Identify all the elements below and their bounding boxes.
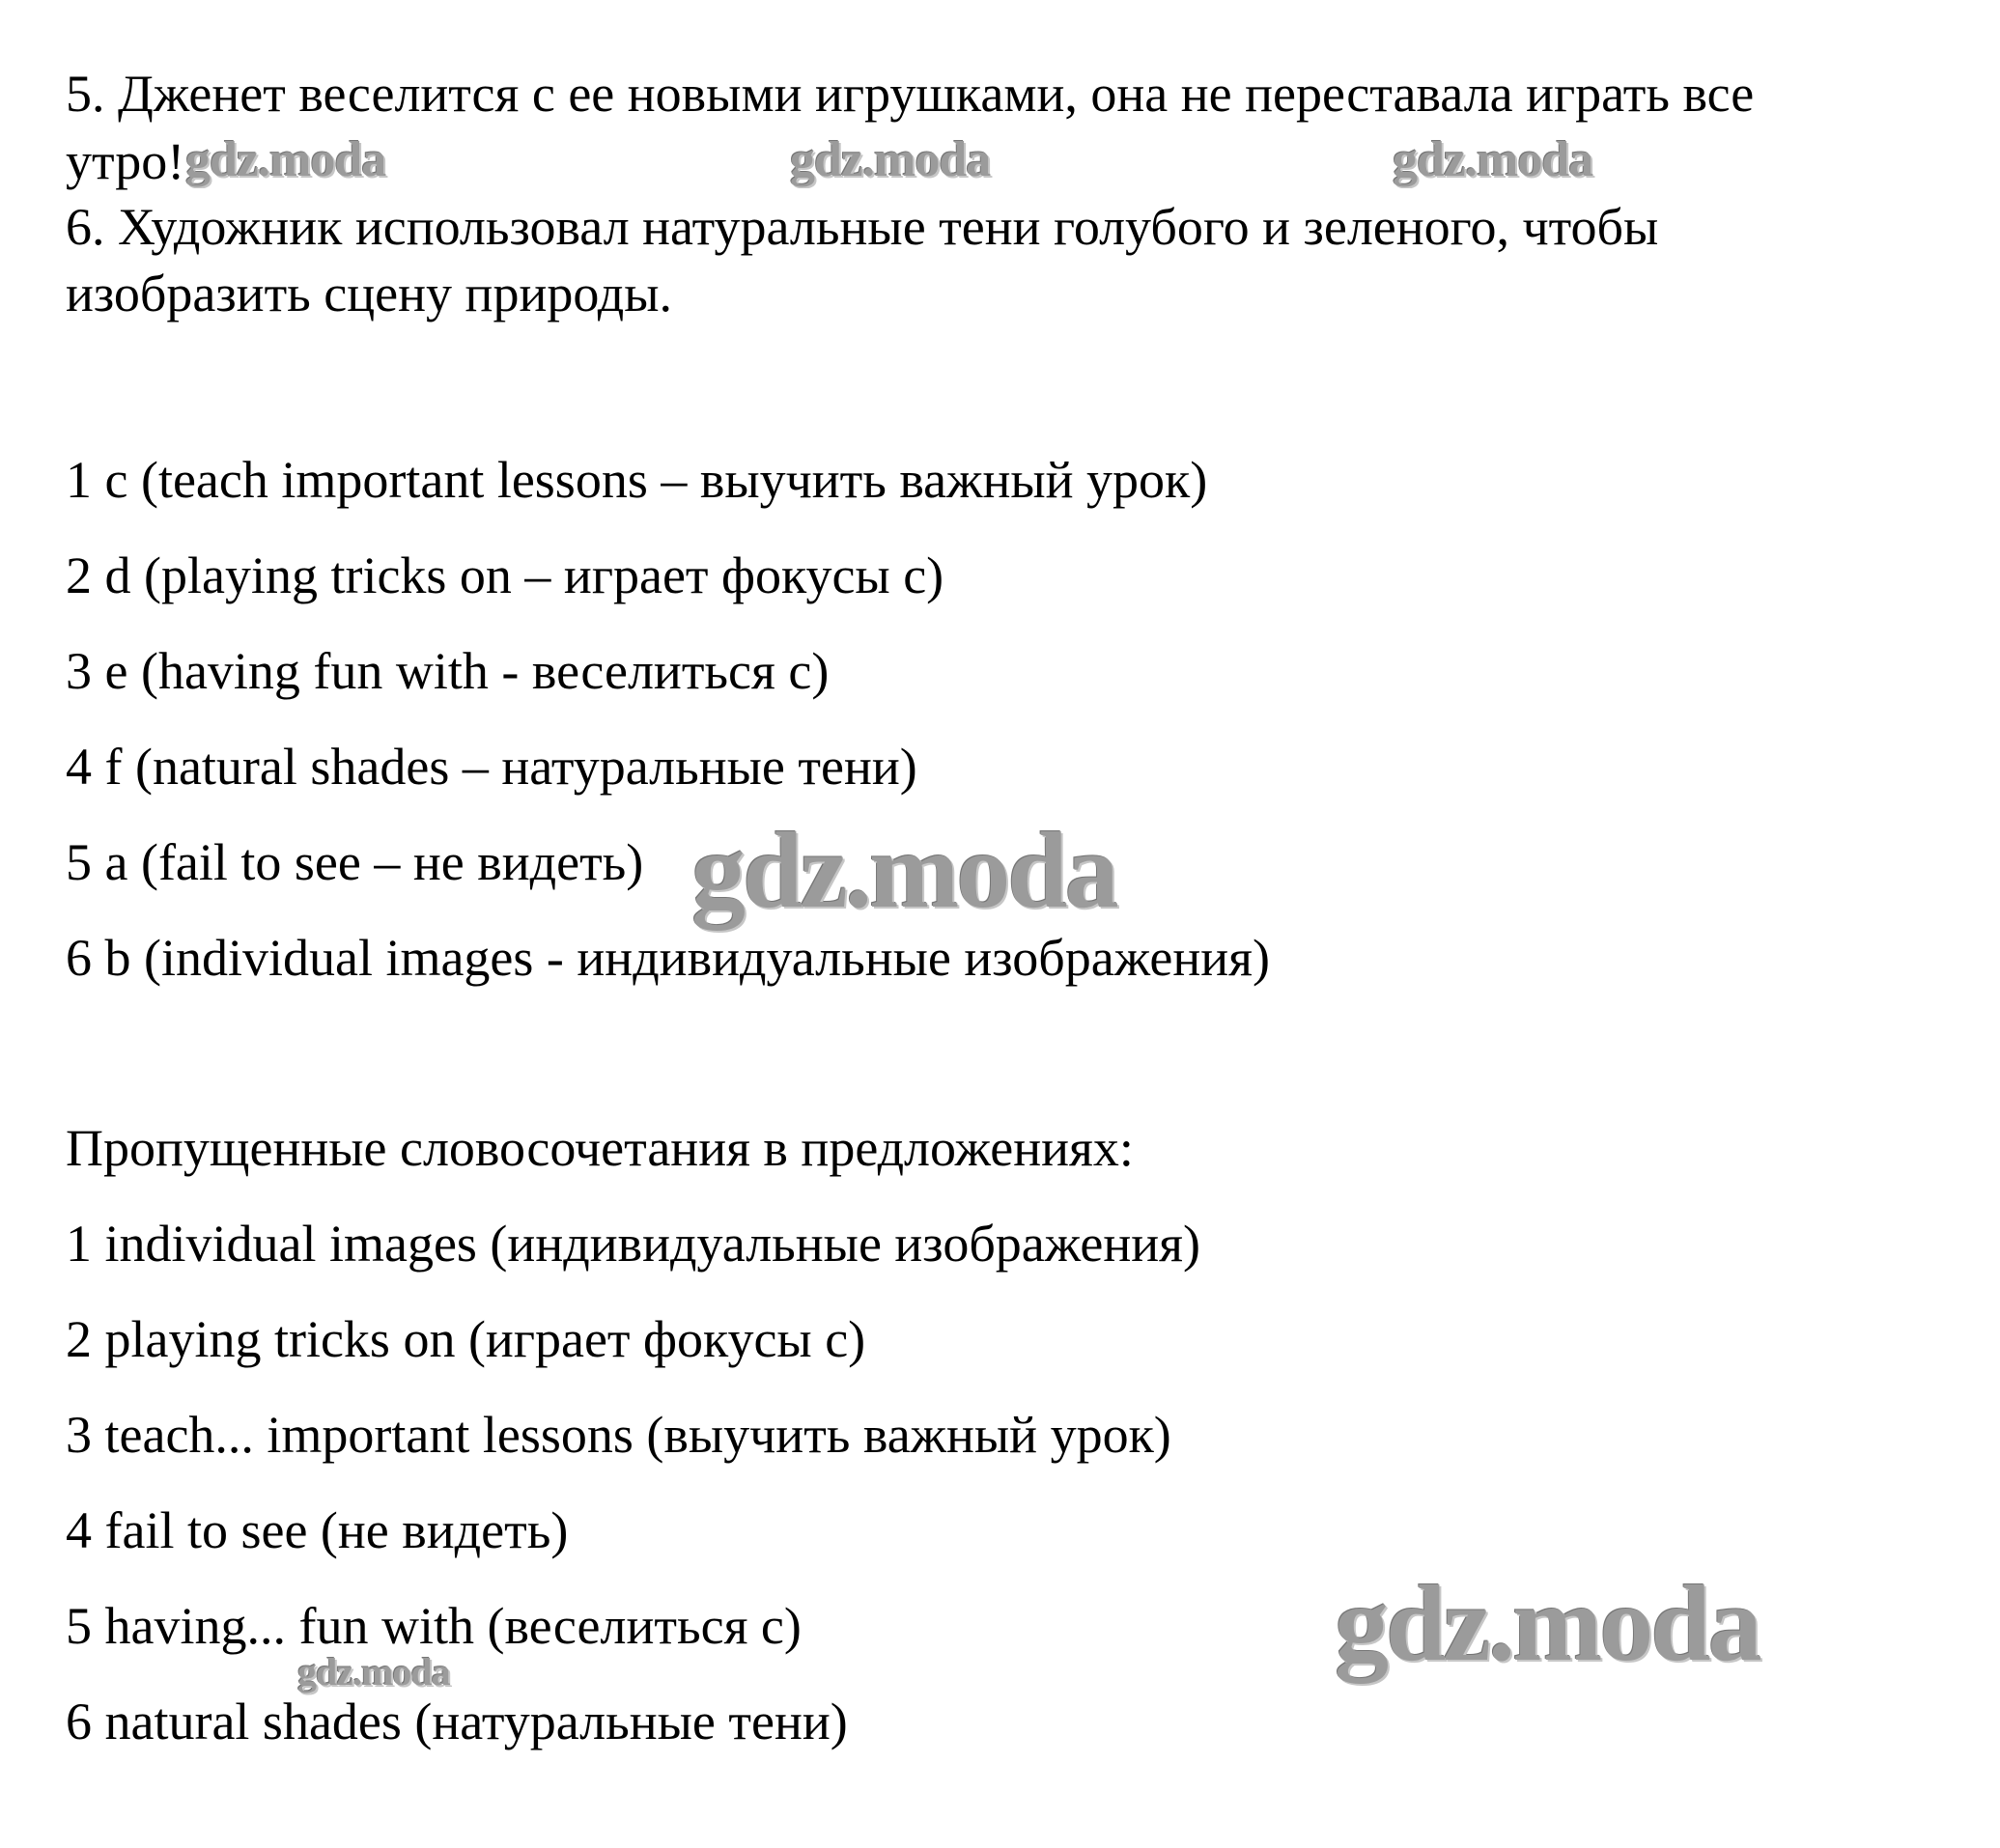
watermark: gdz.moda [185,132,386,187]
missing-item: 3 teach... important lessons (выучить важный урок) [66,1406,1171,1464]
matching-item: 3 e (having fun with - веселиться с) [66,642,830,700]
missing-item: 5 having... fun with (веселиться с) [66,1597,802,1655]
translation-line-6b: изобразить сцену природы. [66,265,673,322]
matching-item: 2 d (playing tricks on – играет фокусы с) [66,546,944,604]
missing-item: 4 fail to see (не видеть) [66,1501,569,1559]
translation-line-5a: 5. Дженет веселится с ее новыми игрушками, она не переставала играть все [66,65,1755,123]
matching-item: 4 f (natural shades – натуральные тени) [66,738,917,796]
watermark: gdz.moda [790,132,991,187]
watermark: gdz.moda [1393,132,1593,187]
watermark: gdz.moda [297,1650,450,1694]
matching-item: 6 b (individual images - индивидуальные изображения) [66,929,1270,987]
watermark: gdz.moda [691,811,1116,931]
translation-line-6a: 6. Художник использовал натуральные тени голубого и зеленого, чтобы [66,198,1659,256]
matching-item: 1 c (teach important lessons – выучить важный урок) [66,451,1208,509]
missing-item: 1 individual images (индивидуальные изображения) [66,1215,1200,1273]
translation-line-5b: утро! [66,132,185,190]
missing-item: 6 natural shades (натуральные тени) [66,1693,848,1750]
missing-heading: Пропущенные словосочетания в предложениях: [66,1119,1134,1177]
missing-item: 2 playing tricks on (играет фокусы с) [66,1310,866,1368]
watermark: gdz.moda [1335,1564,1760,1684]
matching-item: 5 a (fail to see – не видеть) [66,833,644,891]
